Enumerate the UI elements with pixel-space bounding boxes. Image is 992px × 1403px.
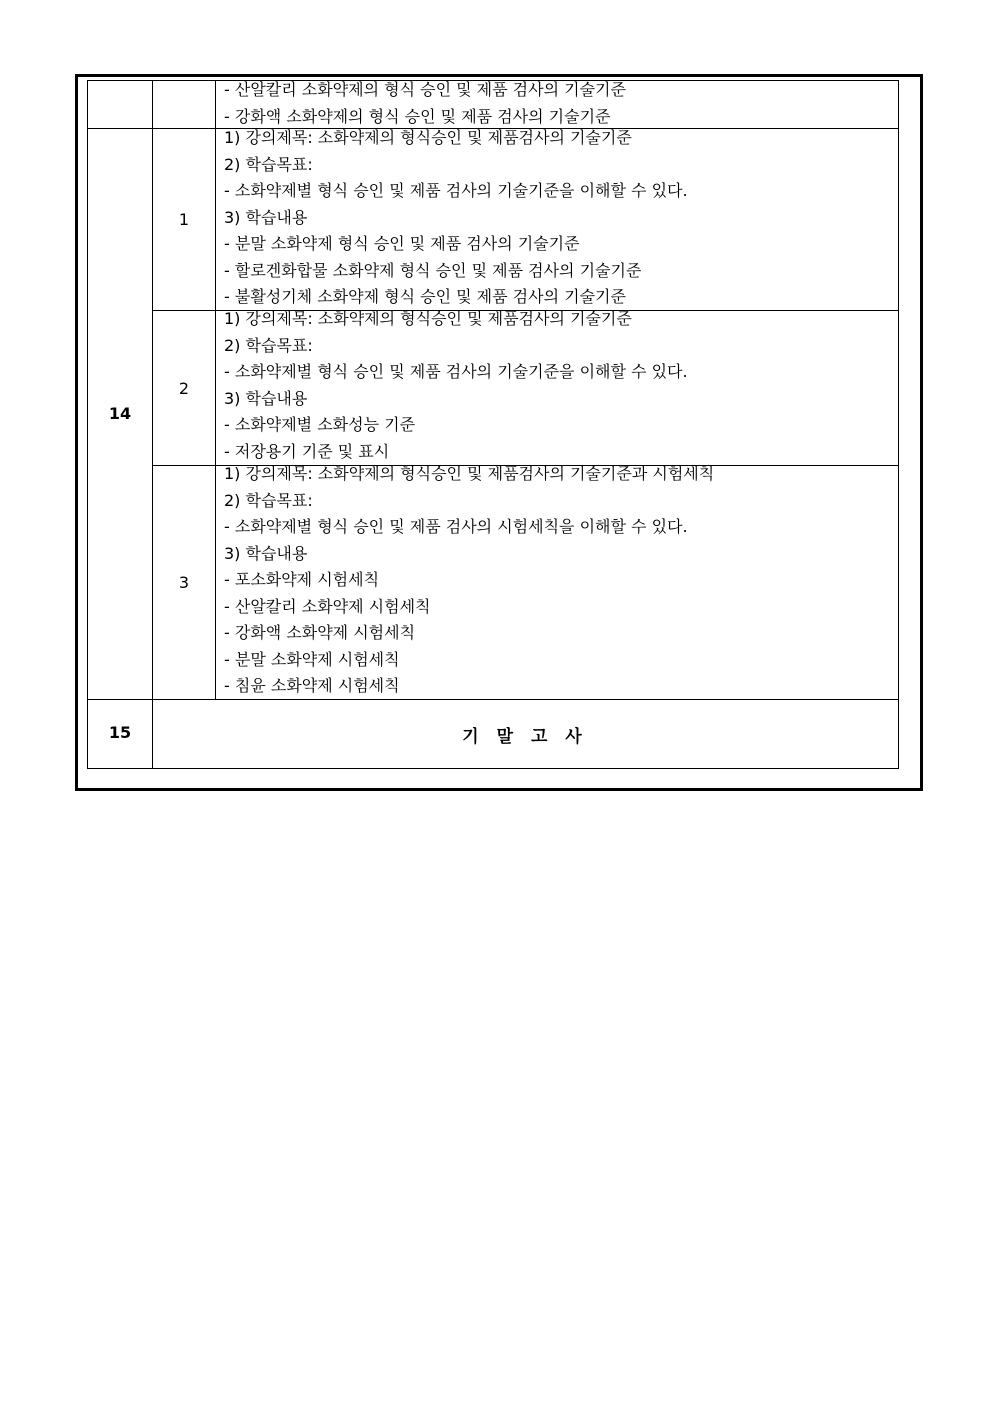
content-line: 1) 강의제목: 소화약제의 형식승인 및 제품검사의 기술기준과 시험세칙 [224,464,715,483]
table-row [224,306,688,465]
table-row [224,77,626,130]
table-row [224,125,688,311]
content-line: - 포소화약제 시험세칙 [224,570,380,589]
content-line: - 강화액 소화약제 시험세칙 [224,623,416,642]
table-border-bottom [87,768,899,769]
content-line: - 소화약제별 형식 승인 및 제품 검사의 기술기준을 이해할 수 있다. [224,181,688,200]
content-line: 2) 학습목표: [224,154,313,174]
week-number: 15 [108,723,132,742]
content-line: - 소화약제별 소화성능 기준 [224,415,416,434]
column-divider [215,80,216,700]
column-divider [152,80,153,769]
table-border-left [87,80,88,769]
content-line: - 소화약제별 형식 승인 및 제품 검사의 시험세칙을 이해할 수 있다. [224,517,688,536]
session-number: 2 [178,379,190,398]
content-line: - 강화액 소화약제의 형식 승인 및 제품 검사의 기술기준 [224,106,611,126]
session-number: 3 [178,573,190,592]
content-line: 2) 학습목표: [224,490,313,510]
content-line: - 할로겐화합물 소화약제 형식 승인 및 제품 검사의 기술기준 [224,260,642,280]
content-line: - 소화약제별 형식 승인 및 제품 검사의 기술기준을 이해할 수 있다. [224,362,688,381]
content-line: - 분말 소화약제 시험세칙 [224,649,400,669]
table-row [224,461,714,700]
content-line: - 침윤 소화약제 시험세칙 [224,676,400,695]
content-line: 3) 학습내용 [224,543,308,563]
content-line: - 불활성기체 소화약제 형식 승인 및 제품 검사의 기술기준 [224,287,626,306]
session-number: 1 [178,210,190,229]
content-line: 1) 강의제목: 소화약제의 형식승인 및 제품검사의 기술기준 [224,309,632,328]
content-line: - 산알칼리 소화약제 시험세칙 [224,596,431,616]
table-border-right [898,80,899,769]
final-exam-label: 기 말 고 사 [462,726,588,747]
content-line: - 저장용기 기준 및 표시 [224,441,390,461]
content-line: 3) 학습내용 [224,388,308,408]
content-line: 2) 학습목표: [224,335,313,355]
content-line: - 분말 소화약제 형식 승인 및 제품 검사의 기술기준 [224,234,580,253]
content-line: - 산알칼리 소화약제의 형식 승인 및 제품 검사의 기술기준 [224,80,626,99]
week-number: 14 [108,404,132,423]
content-line: 3) 학습내용 [224,207,308,227]
content-line: 1) 강의제목: 소화약제의 형식승인 및 제품검사의 기술기준 [224,128,632,147]
